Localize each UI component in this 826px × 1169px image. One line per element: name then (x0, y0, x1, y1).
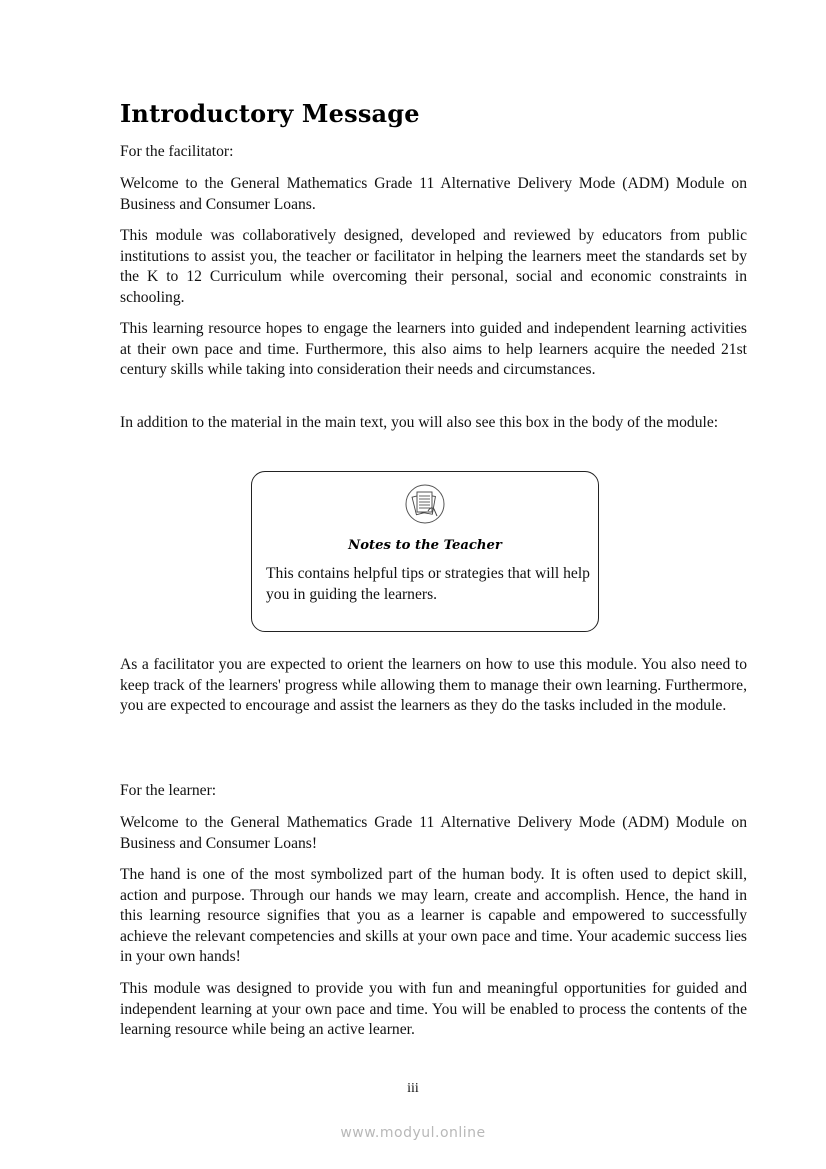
page-number: iii (407, 1081, 419, 1096)
note-box-title: Notes to the Teacher (348, 538, 502, 553)
facilitator-paragraph-2: This module was collaboratively designed, developed and reviewed by educators from public institutions to assist you, the teacher or facilitator in helping the learners meet the standards set by the K to 12 Curriculum while overcoming their personal, social and economic constraints in schooling. (120, 227, 747, 306)
learner-paragraph-1: Welcome to the General Mathematics Grade 11 Alternative Delivery Mode (ADM) Module on Business and Consumer Loans! (120, 814, 747, 852)
learner-heading: For the learner: (120, 782, 217, 799)
learner-paragraph-3: This module was designed to provide you with fun and meaningful opportunities for guided and independent learning at your own pace and time. You will be enabled to process the contents of the learning resource while being an active learner. (120, 980, 747, 1039)
facilitator-heading: For the facilitator: (120, 143, 234, 160)
notes-clipboard-hand-icon (405, 484, 445, 524)
facilitator-closing-paragraph: As a facilitator you are expected to orient the learners on how to use this module. You also need to keep track of the learners' progress while allowing them to manage their own learning. Furthermore, you are expected to encourage and assist the learners as they do the tasks included in the module. (120, 656, 747, 715)
learner-paragraph-2: The hand is one of the most symbolized part of the human body. It is often used to depict skill, action and purpose. Through our hands we may learn, create and accomplish. Hence, the hand in this learning resource signifies that you as a learner is capable and empowered to successfully achieve the relevant competencies and skills at your own pace and time. Your academic success lies in your own hands! (120, 866, 747, 966)
note-box-body: This contains helpful tips or strategies that will help you in guiding the learners. (266, 565, 590, 603)
facilitator-paragraph-1: Welcome to the General Mathematics Grade 11 Alternative Delivery Mode (ADM) Module on Business and Consumer Loans. (120, 175, 747, 213)
watermark-link[interactable]: www.modyul.online (340, 1125, 486, 1141)
facilitator-paragraph-4: In addition to the material in the main text, you will also see this box in the body of the module: (120, 414, 719, 431)
facilitator-paragraph-3: This learning resource hopes to engage the learners into guided and independent learning activities at their own pace and time. Furthermore, this also aims to help learners acquire the needed 21st century skills while taking into consideration their needs and circumstances. (120, 320, 747, 379)
page-title: Introductory Message (120, 99, 420, 128)
notes-to-teacher-box (251, 471, 599, 632)
